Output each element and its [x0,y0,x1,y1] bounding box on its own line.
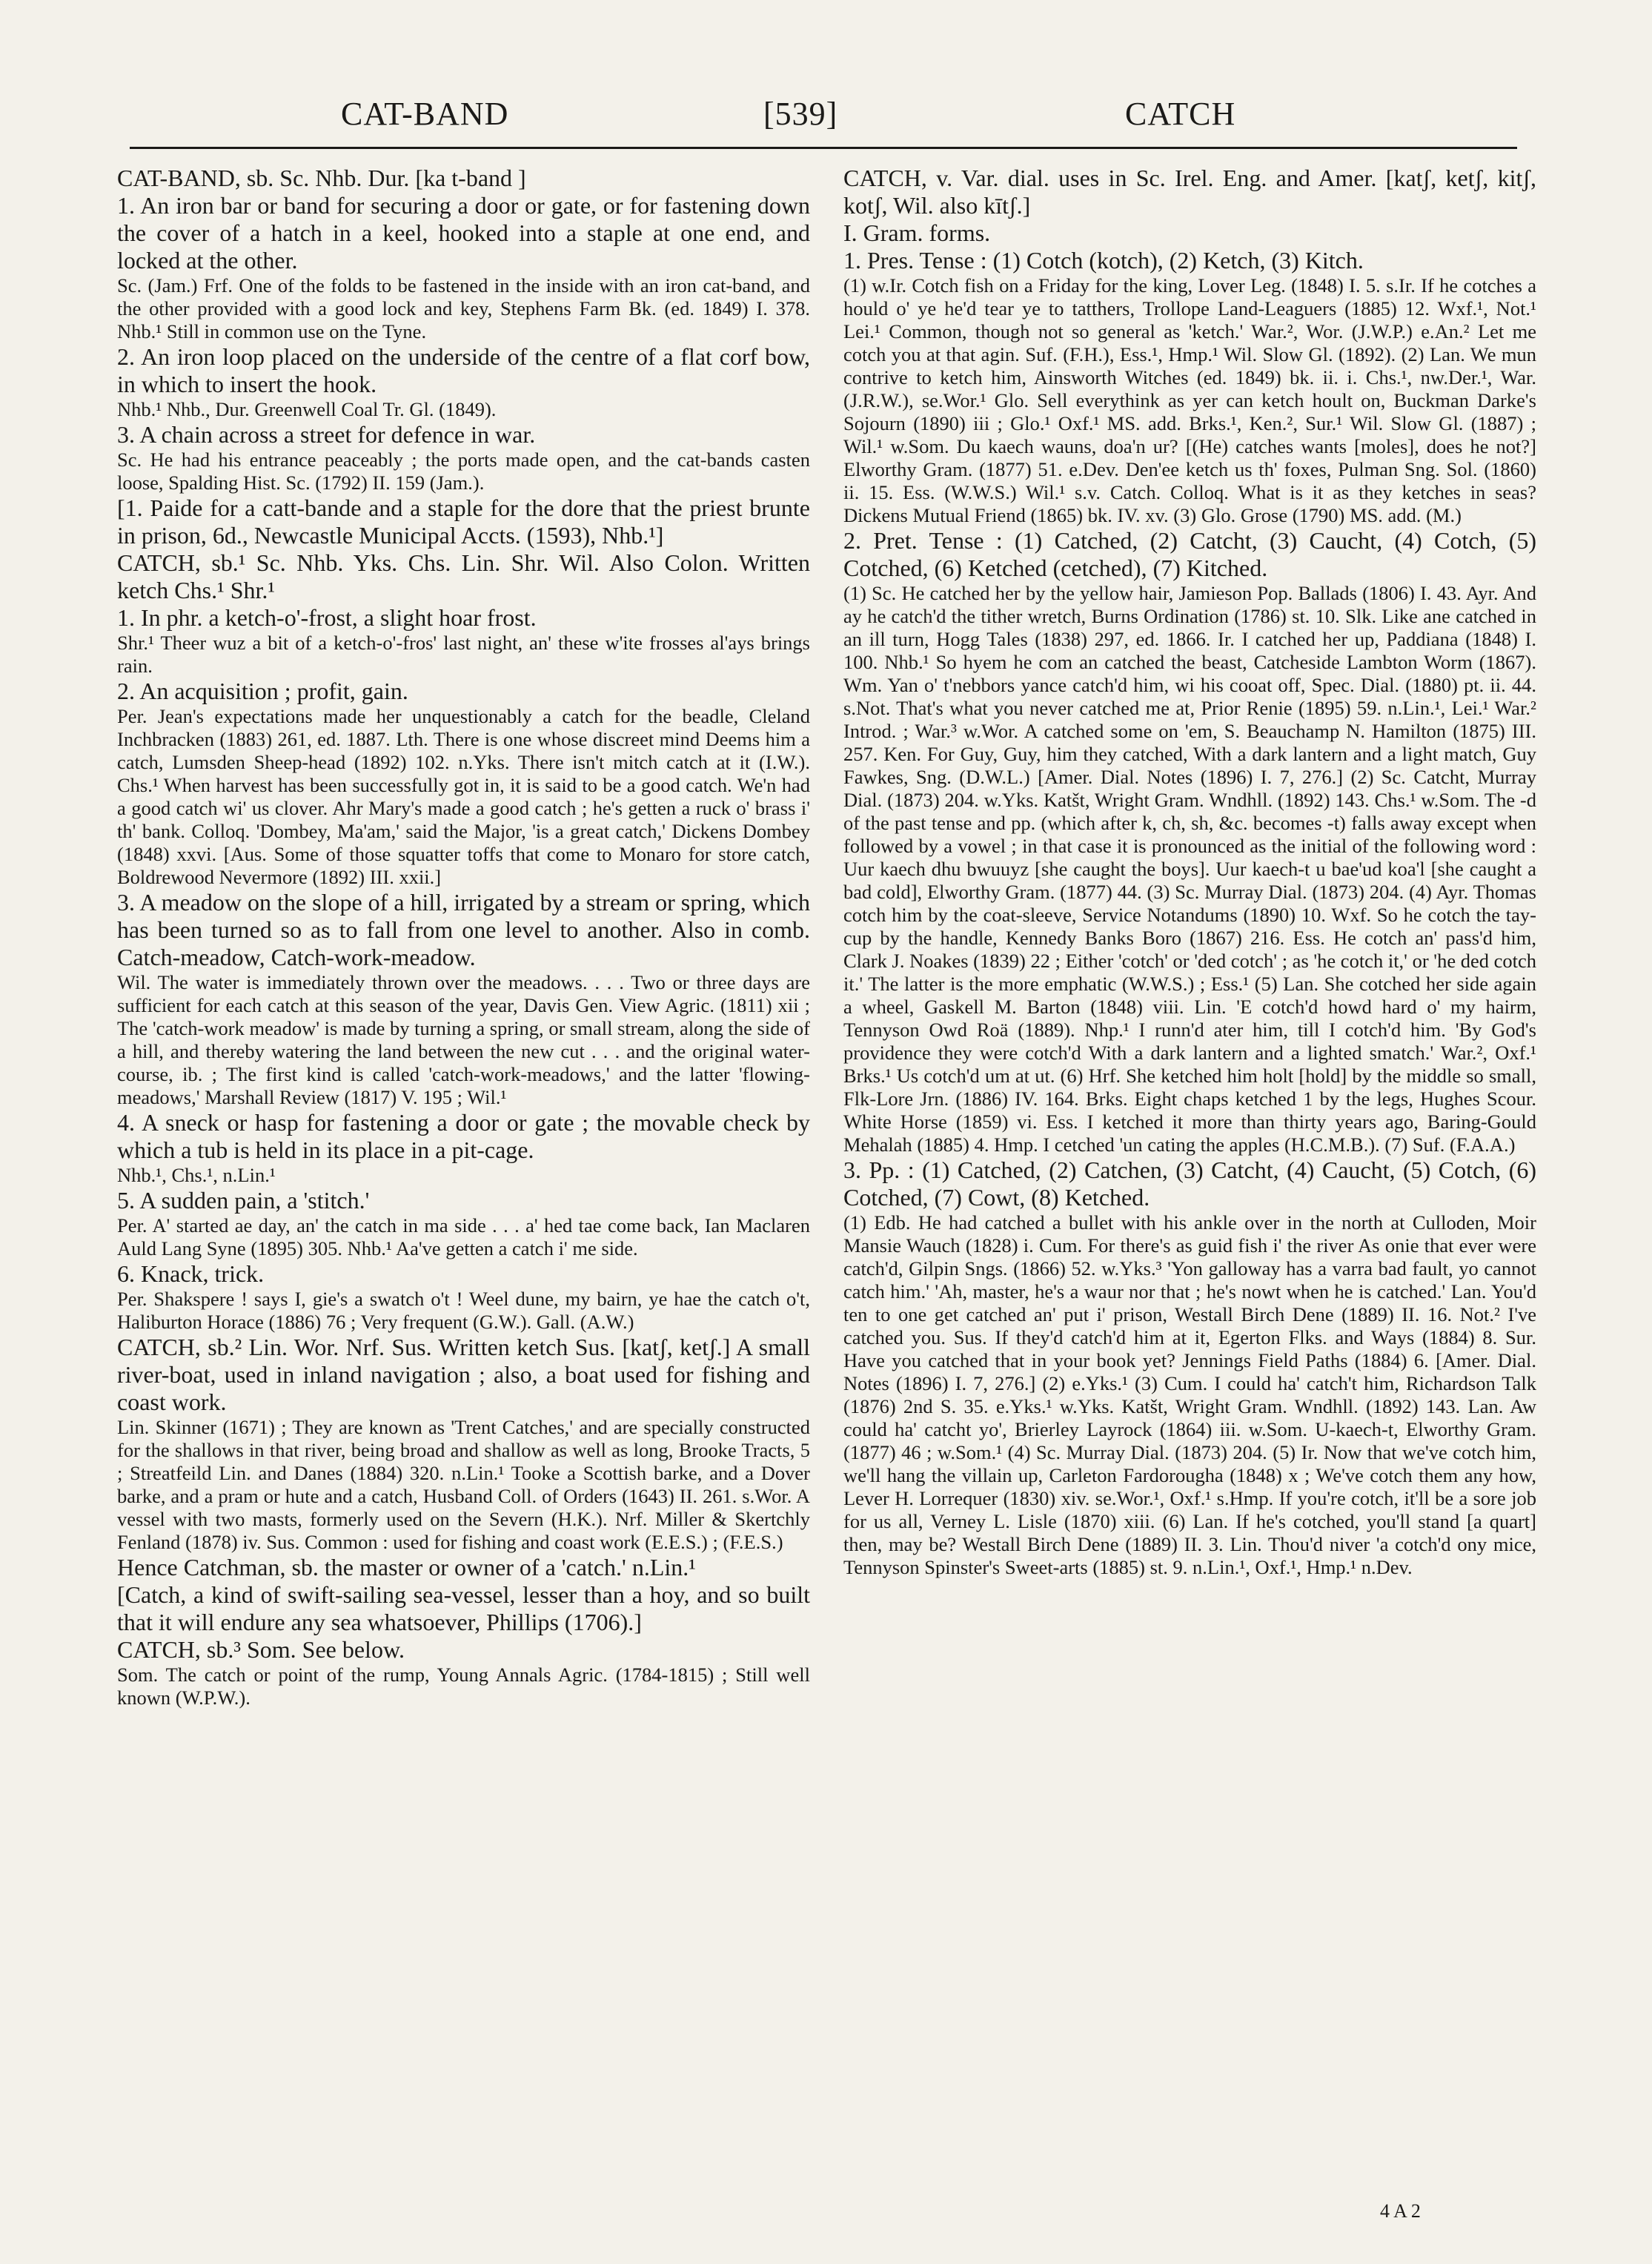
entry-paragraph: CAT-BAND, sb. Sc. Nhb. Dur. [ka t-band ] [117,165,526,191]
entry-paragraph: 1. Pres. Tense : (1) Cotch (kotch), (2) Ketch, (3) Kitch. [843,247,1364,274]
entry-paragraph: CATCH, sb.¹ Sc. Nhb. Yks. Chs. Lin. Shr. Wil. Also Colon. Written ketch Chs.¹ Shr.¹ [117,549,810,603]
right-column [843,165,1536,1579]
citation-paragraph: Wil. The water is immediately thrown over the meadows. . . . Two or three days are sufficient for each catch at this season of the year, Davis Gen. View Agric. (1811) xii ; The 'catch-work meadow' is made by turning a spring, or small stream, along the side of a hill, and thereby watering the land between the new cut . . . and the original water-course, ib. ; The first kind is called 'catch-work-meadows,' and the latter 'flowing-meadows,' Marshall Review (1817) V. 195 ; Wil.¹ [117,971,810,1108]
running-head-left: CAT-BAND [341,96,509,132]
entry-paragraph: 2. An acquisition ; profit, gain. [117,678,408,704]
citation-paragraph: Shr.¹ Theer wuz a bit of a ketch-o'-fros' last night, an' these w'ite frosses al'ays brings rain. [117,632,810,677]
citation-paragraph: Nhb.¹, Chs.¹, n.Lin.¹ [117,1164,276,1186]
citation-paragraph: (1) w.Ir. Cotch fish on a Friday for the king, Lover Leg. (1848) I. 5. s.Ir. If he cotches a hould o' ye he'd tear ye to tatthers, Trollope Land-Leaguers (1885) 12. Wxf.¹, Not.¹ Lei.¹ Common, though not so general as 'ketch.' War.², Wor. (J.W.P.) e.An.² Let me cotch you at that agin. Suf. (F.H.), Ess.¹, Hmp.¹ Wil. Slow Gl. (1892). (2) Lan. We mun contrive to ketch him, Ainsworth Witches (ed. 1849) bk. ii. i. Chs.¹, nw.Der.¹, War. (J.R.W.), se.Wor.¹ Glo. Sell everythink as yer can ketch hoult on, Buckman Darke's Sojourn (1890) iii ; Glo.¹ Oxf.¹ MS. add. Brks.¹, Ken.², Sur.¹ Wil. Slow Gl. (1887) ; Wil.¹ w.Som. Du kaech wauns, doa'n ur? [(He) catches wants [moles], does he not?] Elworthy Gram. (1877) 51. e.Dev. Den'ee ketch us th' foxes, Pulman Sng. Sol. (1860) ii. 15. Ess. (W.W.S.) Wil.¹ s.v. Catch. Colloq. What is it as they ketches in seas? Dickens Mutual Friend (1865) bk. IV. xv. (3) Glo. Grose (1790) MS. add. (M.) [843,274,1536,526]
entry-paragraph: Hence Catchman, sb. the master or owner of a 'catch.' n.Lin.¹ [117,1554,696,1581]
citation-paragraph: (1) Edb. He had catched a bullet with his ankle over in the north at Culloden, Moir Mansie Wauch (1828) i. Cum. For there's as guid fish i' the river As onie that ever were catch'd, Gilpin Sngs. (1866) 52. w.Yks.³ 'Yon galloway has a varra bad fault, yo cannot catch him.' 'Ah, master, he's a waur nor that ; he's nowt when he is catched.' Lan. You'd ten to one get catched an' put i' prison, Westall Birch Dene (1889) II. 16. Not.² I've catched you. Sus. If they'd catch'd him at it, Egerton Flks. and Ways (1884) 8. Sur. Have you catched that in your book yet? Jennings Field Paths (1884) 6. [Amer. Dial. Notes (1896) I. 7, 276.] (2) e.Yks.¹ (3) Cum. I could ha' catch't him, Richardson Talk (1876) 2nd S. 35. e.Yks.¹ w.Yks. Katšt, Wright Gram. Wndhll. (1892) 143. Lan. Aw could ha' catcht yo', Brierley Layrock (1864) iii. w.Som. U-kaech-t, Elworthy Gram. (1877) 46 ; w.Som.¹ (4) Sc. Murray Dial. (1873) 204. (5) Ir. Now that we've cotch him, we'll hang the villain up, Carleton Fardorougha (1848) x ; We've cotch them any how, Lever H. Lorrequer (1830) xiv. se.Wor.¹, Oxf.¹ s.Hmp. If you're cotch, it'll be a sore job for us all, Verney L. Lisle (1870) xiii. (6) Lan. If he's cotched, you'll stand [a quart] then, may be? Westall Birch Dene (1889) II. 3. Lin. Thou'd niver 'a cotch'd ony mice, Tennyson Spinster's Sweet-arts (1885) st. 9. n.Lin.¹, Oxf.¹, Hmp.¹ n.Dev. [843,1211,1536,1578]
entry-paragraph: CATCH, v. Var. dial. uses in Sc. Irel. Eng. and Amer. [katʃ, ketʃ, kitʃ, kotʃ, Wil. also kītʃ.] [843,165,1536,219]
citation-paragraph: Lin. Skinner (1671) ; They are known as 'Trent Catches,' and are specially constructed for the shallows in that river, being broad and shallow as well as long, Brooke Tracts, 5 ; Streatfeild Lin. and Danes (1884) 320. n.Lin.¹ Tooke a Scottish barke, and a Dover barke, and a pram or hute and a catch, Husband Coll. of Orders (1643) II. 261. s.Wor. A vessel with two masts, formerly used on the Severn (H.K.). Nrf. Miller & Skertchly Fenland (1878) iv. Sus. Common : used for fishing and coast work (E.E.S.) ; (F.E.S.) [117,1416,810,1553]
page-number: [539] [763,96,838,132]
entry-paragraph: I. Gram. forms. [843,219,991,246]
entry-paragraph: 4. A sneck or hasp for fastening a door or gate ; the movable check by which a tub is held in its place in a pit-cage. [117,1109,810,1163]
entry-paragraph: 6. Knack, trick. [117,1260,265,1287]
entry-paragraph: 3. A chain across a street for defence in war. [117,421,536,448]
entry-paragraph: 5. A sudden pain, a 'stitch.' [117,1187,370,1214]
citation-paragraph: Sc. (Jam.) Frf. One of the folds to be fastened in the inside with an iron cat-band, and the other provided with a good lock and key, Stephens Farm Bk. (ed. 1849) I. 378. Nhb.¹ Still in common use on the Tyne. [117,274,810,342]
citation-paragraph: Per. Shakspere ! says I, gie's a swatch o't ! Weel dune, my bairn, ye hae the catch o't, Haliburton Horace (1886) 76 ; Very frequent (G.W.). Gall. (A.W.) [117,1288,810,1333]
entry-paragraph: CATCH, sb.² Lin. Wor. Nrf. Sus. Written ketch Sus. [katʃ, ketʃ.] A small river-boat, used in inland navigation ; also, a boat used for fishing and coast work. [117,1334,810,1415]
signature-mark: 4 A 2 [1380,2200,1421,2222]
entry-paragraph: 2. An iron loop placed on the underside of the centre of a flat corf bow, in which to insert the hook. [117,343,810,397]
citation-paragraph: Nhb.¹ Nhb., Dur. Greenwell Coal Tr. Gl. (1849). [117,398,497,420]
citation-paragraph: Per. A' started ae day, an' the catch in ma side . . . a' hed tae come back, Ian Maclaren Auld Lang Syne (1895) 305. Nhb.¹ Aa've getten a catch i' me side. [117,1214,810,1260]
running-head-right: CATCH [1125,96,1236,132]
citation-paragraph: Som. The catch or point of the rump, Young Annals Agric. (1784-1815) ; Still well known (W.P.W.). [117,1664,810,1709]
citation-paragraph: Per. Jean's expectations made her unquestionably a catch for the beadle, Cleland Inchbracken (1883) 261, ed. 1887. Lth. There is one whose discreet mind Deems him a catch, Lumsden Sheep-head (1892) 102. n.Yks. There isn't mitch catch at it (I.W.). Chs.¹ When harvest has been successfully got in, it is said to be a good catch. We'n had a good catch wi' us clover. Ahr Mary's made a good catch ; he's getten a ruck o' brass i' th' bank. Colloq. 'Dombey, Ma'am,' said the Major, 'is a great catch,' Dickens Dombey (1848) xxvi. [Aus. Some of those squatter toffs that come to Monaro for store catch, Boldrewood Nevermore (1892) III. xxii.] [117,705,810,888]
left-column [117,165,810,1709]
entry-paragraph: 1. In phr. a ketch-o'-frost, a slight hoar frost. [117,604,537,631]
header-rule [130,147,1517,149]
entry-paragraph: 3. Pp. : (1) Catched, (2) Catchen, (3) Catcht, (4) Caucht, (5) Cotch, (6) Cotched, (7) Cowt, (8) Ketched. [843,1156,1536,1211]
entry-paragraph: 1. An iron bar or band for securing a door or gate, or for fastening down the cover of a hatch in a keel, hooked into a staple at one end, and locked at the other. [117,192,810,274]
citation-paragraph: Sc. He had his entrance peaceably ; the ports made open, and the cat-bands casten loose, Spalding Hist. Sc. (1792) II. 159 (Jam.). [117,449,810,494]
entry-paragraph: 2. Pret. Tense : (1) Catched, (2) Catcht, (3) Caucht, (4) Cotch, (5) Cotched, (6) Ketched (cetched), (7) Kitched. [843,527,1536,581]
entry-paragraph: [Catch, a kind of swift-sailing sea-vessel, lesser than a hoy, and so built that it will endure any sea whatsoever, Phillips (1706).] [117,1581,810,1635]
entry-paragraph: [1. Paide for a catt-bande and a staple for the dore that the priest brunte in prison, 6d., Newcastle Municipal Accts. (1593), Nhb.¹] [117,494,810,549]
citation-paragraph: (1) Sc. He catched her by the yellow hair, Jamieson Pop. Ballads (1806) I. 43. Ayr. And ay he catch'd the tither wretch, Burns Ordination (1786) st. 10. Slk. Like ane catched in an ill turn, Hogg Tales (1838) 297, ed. 1866. Ir. I catched her up, Paddiana (1848) I. 100. Nhb.¹ So hyem he com an catched the beast, Catcheside Lambton Worm (1867). Wm. Yan o' t'nebbors yance catch'd him, wi his cooat off, Spec. Dial. (1880) pt. ii. 44. s.Not. That's what you never catched me at, Prior Renie (1895) 59. n.Lin.¹, Lei.¹ War.² Introd. ; War.³ w.Wor. A catched some on 'em, S. Beauchamp N. Hamilton (1875) III. 257. Ken. For Guy, Guy, him they catched, With a dark lantern and a light match, Guy Fawkes, Sng. (D.W.L.) [Amer. Dial. Notes (1896) I. 7, 276.] (2) Sc. Catcht, Murray Dial. (1873) 204. w.Yks. Katšt, Wright Gram. Wndhll. (1892) 143. Chs.¹ w.Som. The -d of the past tense and pp. (which after k, ch, sh, &c. becomes -t) falls away except when followed by a vowel ; in that case it is pronounced as the initial of the following word : Uur kaech dhu bwuuyz [she caught the boys]. Uur kaech-t u bae'ud koa'l [she caught a bad cold], Elworthy Gram. (1877) 44. (3) Sc. Murray Dial. (1873) 204. (4) Ayr. Thomas cotch him by the coat-sleeve, Service Notandums (1890) 10. Wxf. So he cotch the tay-cup by the handle, Kennedy Banks Boro (1867) 216. Ess. He cotch an' pass'd him, Clark J. Noakes (1839) 22 ; Either 'cotch' or 'ded cotch' ; as 'he cotch it,' or 'he ded cotch it.' The latter is the more emphatic (W.W.S.) ; Ess.¹ (5) Lan. She cotched her side again a wheel, Gaskell M. Barton (1848) viii. Lin. 'E cotch'd howd hard o' my hairm, Tennyson Owd Roä (1889). Nhp.¹ I runn'd ater him, till I cotch'd him. 'By God's providence they were cotch'd With a dark lantern and a lighted smatch.' War.², Oxf.¹ Brks.¹ Us cotch'd um at ut. (6) Hrf. She ketched him holt [hold] by the middle so small, Flk-Lore Jrn. (1886) IV. 164. Brks. Eight chaps ketched 1 by the legs, Hughes Scour. White Horse (1859) vi. Ess. I ketched it more than thirty years ago, Baring-Gould Mehalah (1885) 4. Hmp. I cetched 'un cating the apples (H.C.M.B.). (7) Suf. (F.A.A.) [843,582,1536,1156]
entry-paragraph: 3. A meadow on the slope of a hill, irrigated by a stream or spring, which has been turned so as to fall from one level to another. Also in comb. Catch-meadow, Catch-work-meadow. [117,889,810,970]
entry-paragraph: CATCH, sb.³ Som. See below. [117,1636,405,1663]
